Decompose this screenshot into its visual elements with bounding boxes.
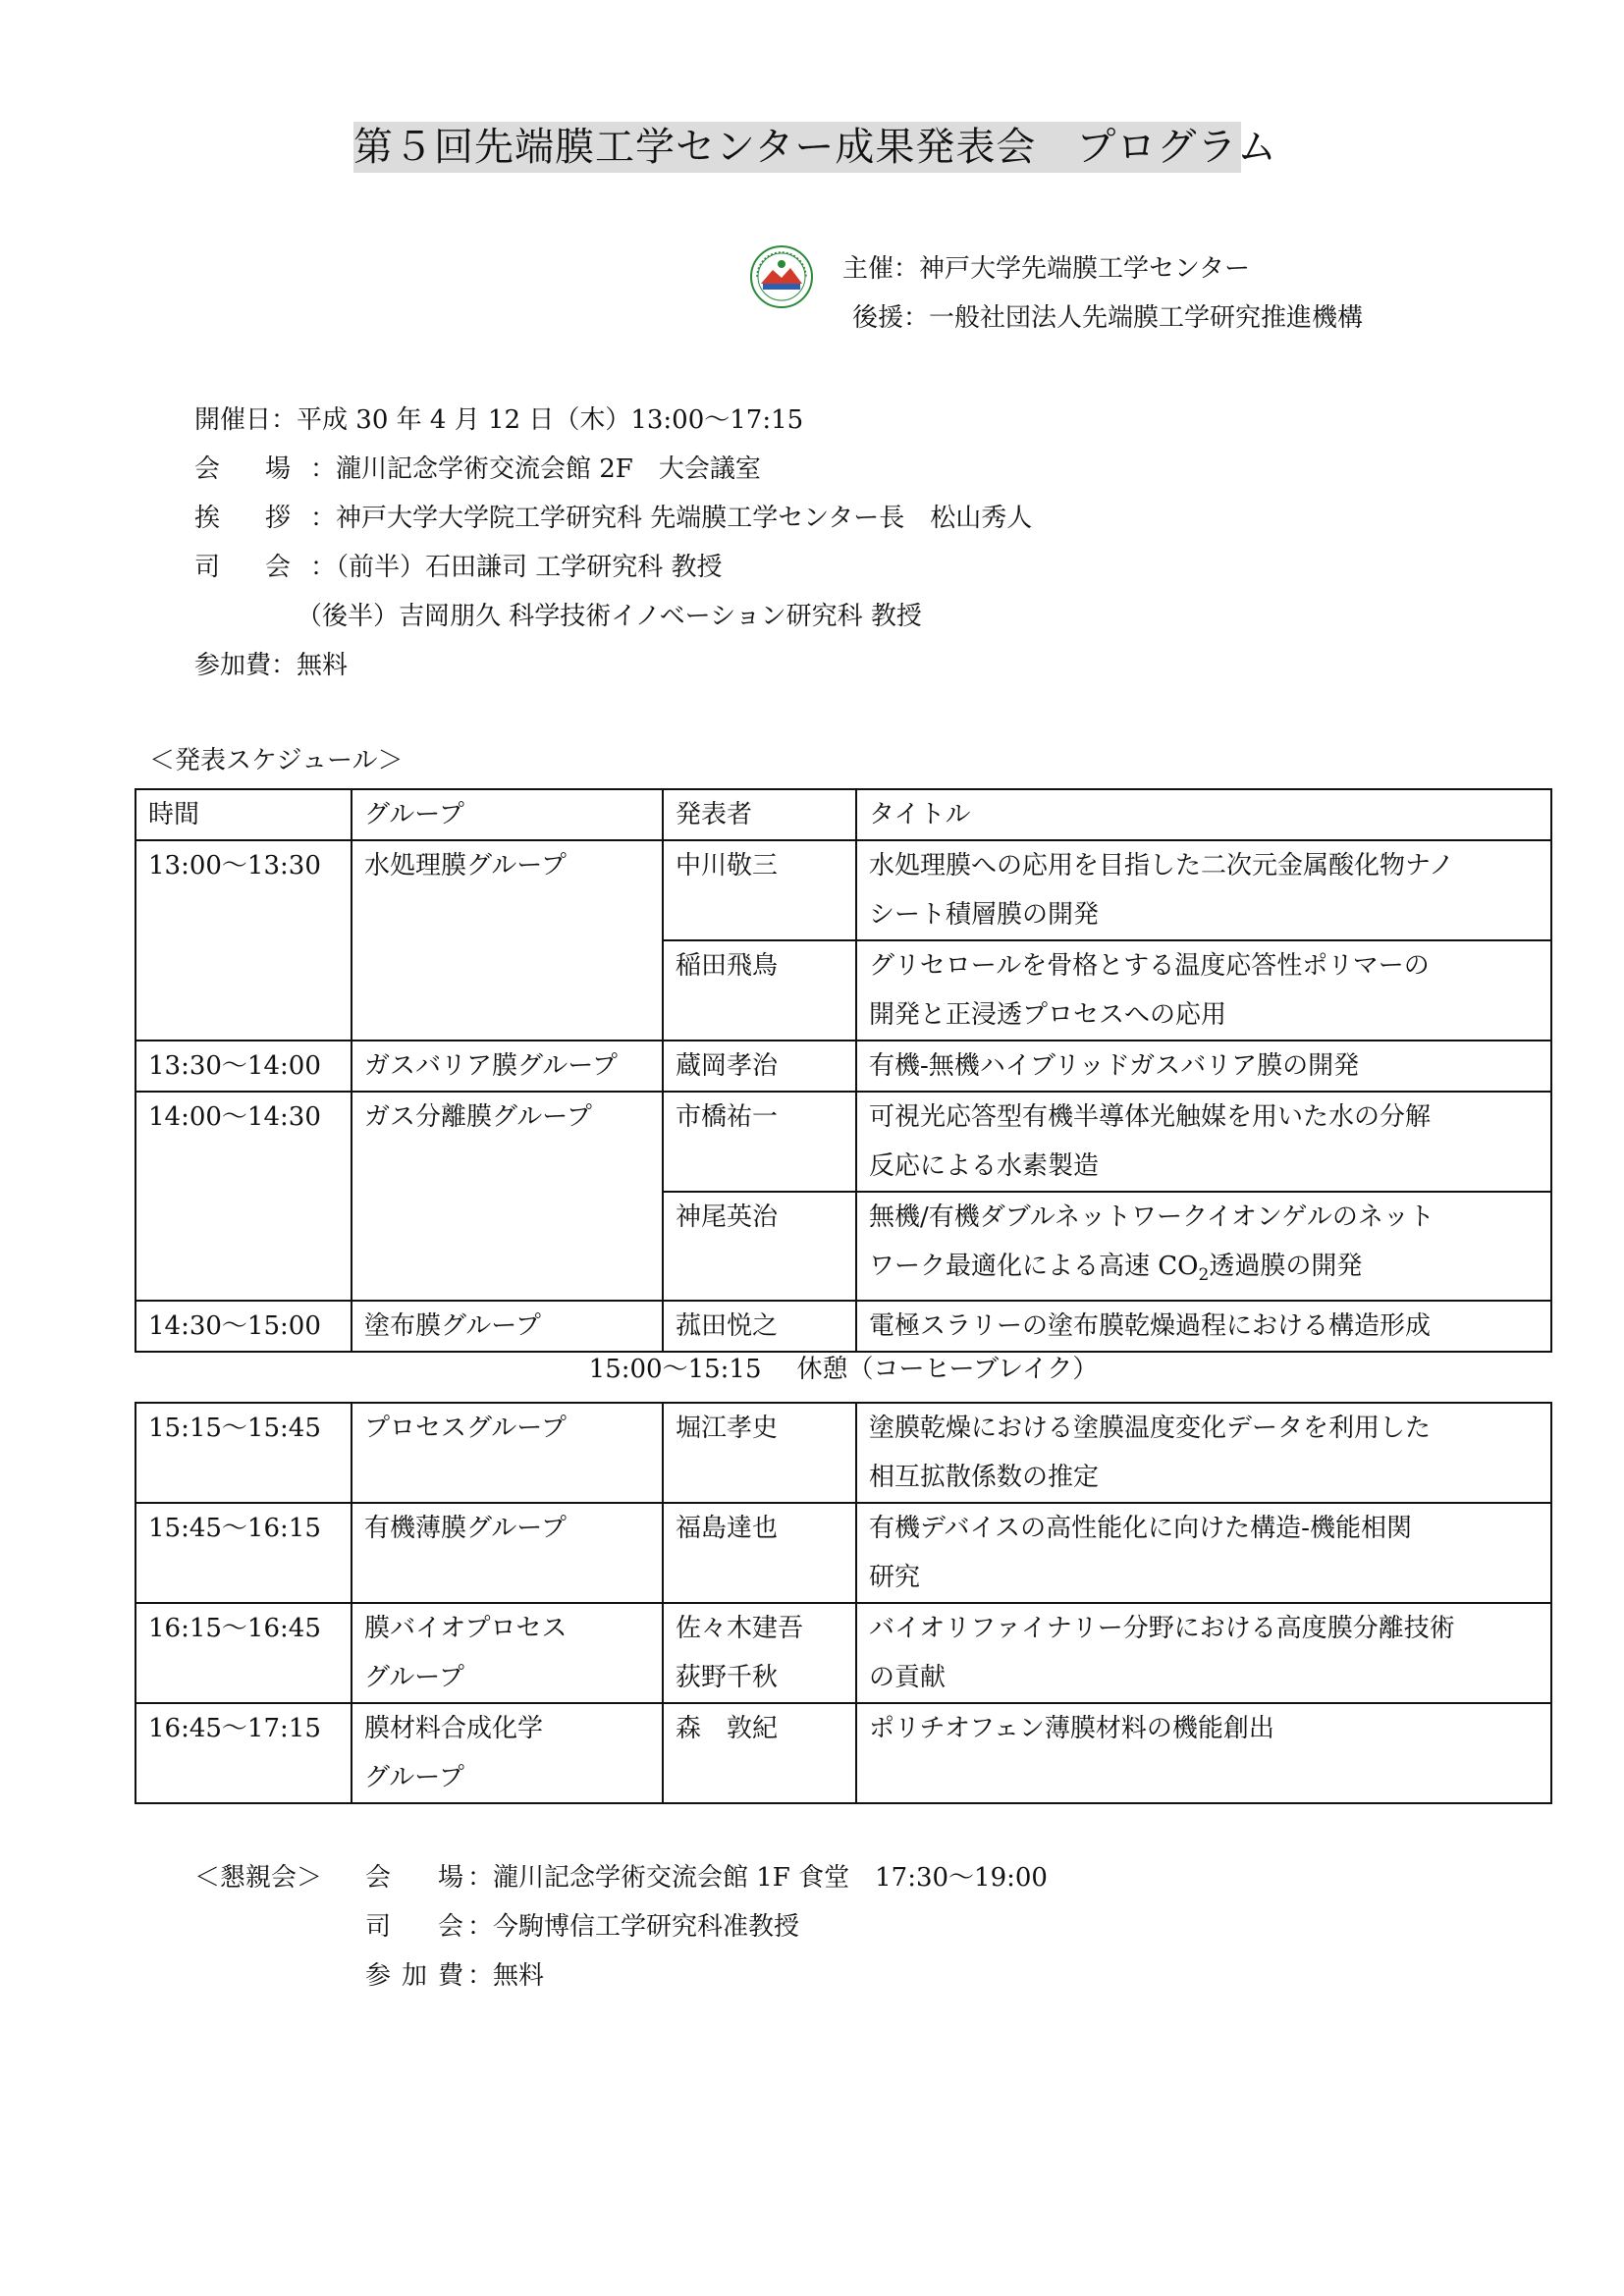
- table-header-row: [135, 789, 1551, 840]
- cell-title: [856, 1092, 1551, 1192]
- info-venue: [194, 454, 761, 485]
- cell-group: ガスバリア膜グループ: [352, 1041, 663, 1092]
- party-fee-label: 参加費: [365, 1961, 463, 1991]
- info-greeting: [194, 503, 1032, 534]
- party-fee-value: ：無料: [467, 1961, 545, 1991]
- info-greeting-value: ：神戸大学大学院工学研究科 先端膜工学センター長 松山秀人: [310, 504, 1033, 533]
- cell-presenter: 中川敬三: [663, 840, 856, 940]
- title-line: 無機/有機ダブルネットワークイオンゲルのネット: [869, 1202, 1435, 1232]
- title-line: 可視光応答型有機半導体光触媒を用いた水の分解: [869, 1102, 1432, 1132]
- info-mc: [194, 552, 723, 583]
- presenter-line: 荻野千秋: [676, 1663, 779, 1692]
- group-line: グループ: [364, 1763, 464, 1792]
- table-row: [135, 1503, 1551, 1603]
- cell-presenter: 蔵岡孝治: [663, 1041, 856, 1092]
- title-line: 有機デバイスの高性能化に向けた構造-機能相関: [869, 1514, 1412, 1543]
- info-fee-value: 無料: [297, 651, 349, 680]
- cell-title: [856, 940, 1551, 1041]
- cell-time: 15:45～16:15: [135, 1503, 352, 1603]
- page-title: 第５回先端膜工学センター成果発表会 プログラム: [353, 122, 1241, 173]
- party-venue-label: 会場: [365, 1863, 463, 1893]
- cell-time: 14:30～15:00: [135, 1301, 352, 1352]
- title-line: バイオリファイナリー分野における高度膜分離技術: [869, 1614, 1455, 1643]
- cell-presenter: [663, 1603, 856, 1703]
- cell-presenter: 神尾英治: [663, 1192, 856, 1301]
- info-fee: [194, 650, 348, 681]
- table-row: [135, 1603, 1551, 1703]
- cell-title: [856, 1503, 1551, 1603]
- table-row: [135, 1703, 1551, 1803]
- info-date: [194, 404, 803, 436]
- cell-title: ポリチオフェン薄膜材料の機能創出: [856, 1703, 1551, 1803]
- cell-presenter: 森 敦紀: [663, 1703, 856, 1803]
- title-text: ワーク最適化による高速 CO: [869, 1252, 1199, 1281]
- cell-presenter: 菰田悦之: [663, 1301, 856, 1352]
- cell-time: 16:15～16:45: [135, 1603, 352, 1703]
- cell-title: 電極スラリーの塗布膜乾燥過程における構造形成: [856, 1301, 1551, 1352]
- header-time: 時間: [135, 789, 352, 840]
- table-row: [135, 840, 1551, 940]
- cell-time: 13:30～14:00: [135, 1041, 352, 1092]
- info-mc-first: ：（前半）石田謙司 工学研究科 教授: [310, 553, 723, 582]
- cell-presenter: 市橋祐一: [663, 1092, 856, 1192]
- party-venue: [365, 1862, 1048, 1894]
- info-venue-label: 会場: [194, 454, 291, 484]
- presenter-line: 佐々木建吾: [676, 1614, 804, 1643]
- info-date-value: 平成 30 年 4 月 12 日（木）13:00～17:15: [297, 405, 804, 435]
- schedule-table-second: [135, 1402, 1552, 1804]
- organizer-support: 後援：一般社団法人先端膜工学研究推進機構: [852, 303, 1364, 333]
- title-line: 反応による水素製造: [869, 1151, 1100, 1181]
- cell-title: [856, 1603, 1551, 1703]
- break-row: [135, 1350, 1552, 1389]
- party-heading: ＜懇親会＞: [194, 1863, 323, 1893]
- university-emblem-icon: [749, 244, 814, 309]
- group-line: グループ: [364, 1663, 464, 1692]
- title-line: 研究: [869, 1563, 921, 1592]
- break-label: 休憩（コーヒーブレイク）: [796, 1355, 1099, 1384]
- title-line: 水処理膜への応用を目指した二次元金属酸化物ナノ: [869, 851, 1455, 881]
- cell-group: [352, 1703, 663, 1803]
- cell-title: [856, 840, 1551, 940]
- title-line: の貢献: [869, 1663, 947, 1692]
- cell-title: [856, 1403, 1551, 1503]
- cell-group: 水処理膜グループ: [352, 840, 663, 1041]
- cell-title: [856, 1192, 1551, 1301]
- info-date-label: 開催日：: [194, 405, 298, 435]
- cell-time: 15:15～15:45: [135, 1403, 352, 1503]
- cell-group: 有機薄膜グループ: [352, 1503, 663, 1603]
- subscript: 2: [1198, 1265, 1210, 1286]
- group-line: 膜バイオプロセス: [364, 1614, 568, 1643]
- party-mc: [365, 1911, 799, 1943]
- title-line: 開発と正浸透プロセスへの応用: [869, 1000, 1227, 1030]
- schedule-heading: ＜発表スケジュール＞: [149, 746, 404, 775]
- cell-title: 有機-無機ハイブリッドガスバリア膜の開発: [856, 1041, 1551, 1092]
- title-line: 相互拡散係数の推定: [869, 1463, 1100, 1492]
- title-line: グリセロールを骨格とする温度応答性ポリマーの: [869, 951, 1430, 981]
- cell-time: 14:00～14:30: [135, 1092, 352, 1301]
- header-group: グループ: [352, 789, 663, 840]
- cell-time: 16:45～17:15: [135, 1703, 352, 1803]
- info-mc-second: （後半）吉岡朋久 科学技術イノベーション研究科 教授: [297, 602, 922, 631]
- title-line: [869, 1242, 1539, 1300]
- break-time: 15:00～15:15: [588, 1355, 762, 1384]
- schedule-table-first: [135, 788, 1552, 1353]
- info-fee-label: 参加費：: [194, 651, 298, 680]
- cell-presenter: 堀江孝史: [663, 1403, 856, 1503]
- party-mc-value: ：今駒博信工学研究科准教授: [467, 1912, 800, 1942]
- cell-group: 塗布膜グループ: [352, 1301, 663, 1352]
- table-row: [135, 1403, 1551, 1503]
- cell-presenter: 稲田飛鳥: [663, 940, 856, 1041]
- table-row: [135, 1092, 1551, 1192]
- header-presenter: 発表者: [663, 789, 856, 840]
- cell-group: [352, 1603, 663, 1703]
- party-mc-label: 司会: [365, 1912, 463, 1942]
- table-row: [135, 1301, 1551, 1352]
- cell-group: プロセスグループ: [352, 1403, 663, 1503]
- party-fee: [365, 1960, 544, 1992]
- party-venue-value: ：瀧川記念学術交流会館 1F 食堂 17:30～19:00: [467, 1863, 1048, 1893]
- info-greeting-label: 挨拶: [194, 504, 291, 533]
- title-line: シート積層膜の開発: [869, 900, 1100, 930]
- cell-time: 13:00～13:30: [135, 840, 352, 1041]
- cell-group: ガス分離膜グループ: [352, 1092, 663, 1301]
- cell-presenter: 福島達也: [663, 1503, 856, 1603]
- info-mc-label: 司会: [194, 553, 291, 582]
- title-line: 塗膜乾燥における塗膜温度変化データを利用した: [869, 1414, 1432, 1443]
- table-row: [135, 1041, 1551, 1092]
- group-line: 膜材料合成化学: [364, 1714, 544, 1743]
- organizer-host: 主催：神戸大学先端膜工学センター: [842, 254, 1250, 284]
- title-text: 透過膜の開発: [1209, 1252, 1363, 1281]
- header-title: タイトル: [856, 789, 1551, 840]
- info-venue-value: ：瀧川記念学術交流会館 2F 大会議室: [310, 454, 761, 484]
